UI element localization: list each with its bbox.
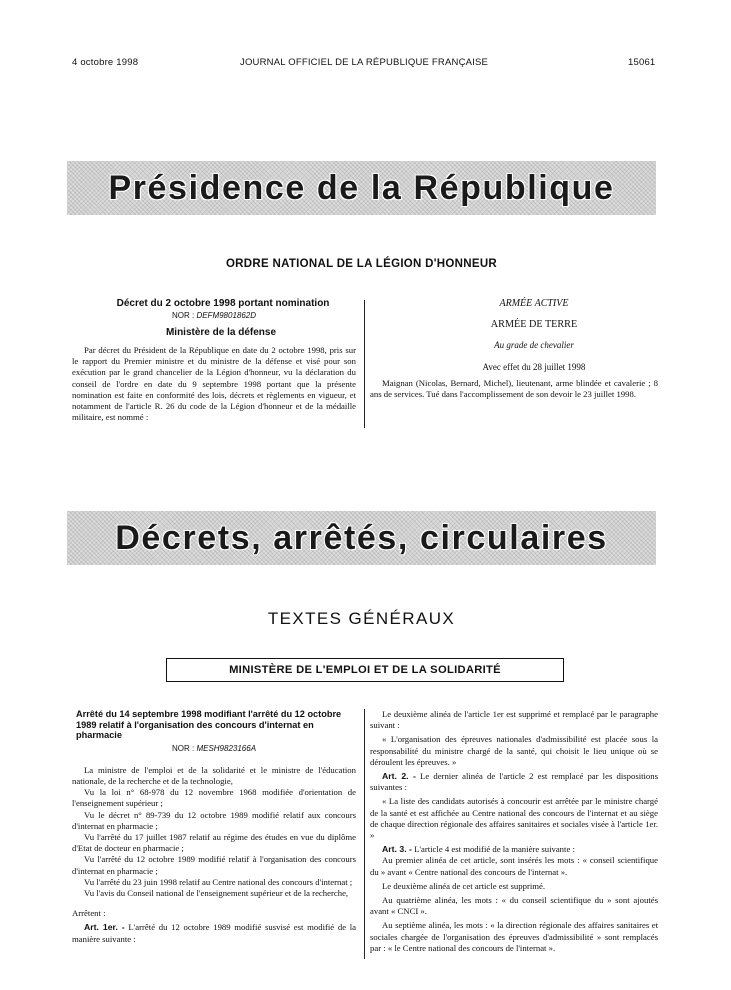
article-2-text: Le dernier alinéa de l'article 2 est remplacé par les dispositions suivantes :	[370, 771, 659, 793]
header-date: 4 octobre 1998	[72, 57, 139, 68]
arrete-nor-code: MESH9823166A	[196, 743, 257, 753]
vu-decret: Vu le décret n° 89-739 du 12 octobre 1989 modifié relatif aux concours d'internat en pharmacie ;	[72, 809, 356, 831]
effet: Avec effet du 28 juillet 1998	[482, 362, 586, 372]
vu-arrete-1987: Vu l'arrêté du 17 juillet 1987 relatif au régime des études en vue du diplôme d'Etat de docteur en pharmacie ;	[72, 832, 356, 854]
vu-avis: Vu l'avis du Conseil national de l'enseignement supérieur et de la recherche,	[84, 888, 349, 899]
armee-terre: ARMÉE DE TERRE	[490, 319, 578, 330]
vu-arrete-1989: Vu l'arrêté du 12 octobre 1989 modifié relatif à l'organisation des concours d'internat en pharmacie ;	[72, 854, 356, 876]
decret-nor-code: DEFM9801862D	[196, 311, 257, 320]
armee-active: ARMÉE ACTIVE	[499, 298, 569, 309]
article-3-para-d: Au septième alinéa, les mots : « la direction régionale des affaires sanitaires et sociales chargée de l'organisation des épreuves d'admissibilité » sont remplacés par : « le Centre national des concours de l'internat ».	[370, 920, 658, 953]
article-1	[72, 922, 356, 944]
banner-presidence-text: Présidence de la République	[108, 168, 615, 207]
article-2	[370, 771, 658, 793]
arrete-right-column	[370, 709, 658, 954]
ministry-box	[166, 658, 564, 682]
column-divider-top	[364, 300, 365, 428]
article-3	[370, 844, 658, 855]
decret-nor	[72, 311, 356, 320]
vu-loi: Vu la loi n° 68-978 du 12 novembre 1968 modifiée d'orientation de l'enseignement supérieur ;	[72, 787, 356, 809]
ordre-title: ORDRE NATIONAL DE LA LÉGION D'HONNEUR	[225, 258, 498, 270]
article-1-text: L'arrêté du 12 octobre 1989 modifié susvisé est modifié de la manière suivante :	[72, 922, 357, 944]
arrete-nor-label: NOR :	[171, 743, 195, 753]
decret-nor-label: NOR :	[171, 311, 195, 320]
decret-left-column	[72, 298, 356, 423]
arrete-left-column	[72, 709, 356, 945]
journal-title: JOURNAL OFFICIEL DE LA RÉPUBLIQUE FRANÇAISE	[240, 57, 489, 68]
article-1-para-b: « L'organisation des épreuves nationales d'admissibilité est placée sous la responsabilité du ministre chargé de la santé, qui choisit le lieu unique où se déroulent les épreuves. »	[370, 734, 658, 767]
decret-title: Décret du 2 octobre 1998 portant nomination	[116, 298, 330, 309]
decret-right-column	[370, 298, 658, 400]
article-3-label: Art. 3. -	[382, 844, 412, 855]
textes-generaux-title: TEXTES GÉNÉRAUX	[267, 609, 456, 628]
vu-arrete-1998: Vu l'arrêté du 23 juin 1998 relatif au Centre national des concours d'internat ;	[84, 876, 353, 887]
page-number: 15061	[628, 57, 656, 68]
article-1-para-a: Le deuxième alinéa de l'article 1er est supprimé et remplacé par le paragraphe suivant :	[370, 709, 658, 731]
arrete-nor	[72, 744, 356, 753]
banner-presidence	[67, 161, 656, 215]
decret-ministry: Ministère de la défense	[165, 327, 277, 338]
arretent: Arrêtent :	[72, 908, 106, 919]
article-2-para: « La liste des candidats autorisés à concourir est arrêtée par le ministre chargé de la santé et est affichée au Centre national des concours de l'internat et au siège de chaque direction régionale des affaires sanitaires et sociales visée à l'article 1er. »	[370, 796, 658, 841]
article-3-para-a: Au premier alinéa de cet article, sont insérés les mots : « conseil scientifique du » avant « Centre national des concours de l'internat ».	[370, 855, 658, 877]
decret-body: Par décret du Président de la République en date du 2 octobre 1998, pris sur le rapport du Premier ministre et du ministre de la défense et visé pour son exécution par le grand chancelier de la Légion d'honneur, vu la déclaration du conseil de l'ordre en date du 9 septembre 1998 portant que la présente nomination est faite en conformité des lois, décrets et règlements en vigueur, et notamment de l'article R. 26 du code de la Légion d'honneur et de la médaille militaire, est nommé :	[72, 345, 356, 423]
article-3-para-c: Au quatrième alinéa, les mots : « du conseil scientifique du » sont ajoutés avant « CNCI ».	[370, 895, 658, 917]
article-3-para-b: Le deuxième alinéa de cet article est supprimé.	[382, 880, 546, 891]
ministry-box-label: MINISTÈRE DE L'EMPLOI ET DE LA SOLIDARITÉ	[229, 664, 501, 676]
arrete-intro: La ministre de l'emploi et de la solidarité et le ministre de l'éducation nationale, de la recherche et de la technologie,	[72, 764, 356, 786]
banner-decrets	[67, 511, 656, 565]
arrete-title: Arrêté du 14 septembre 1998 modifiant l'arrêté du 12 octobre 1989 relatif à l'organisation des concours d'internat en pharmacie	[76, 709, 342, 741]
banner-decrets-text: Décrets, arrêtés, circulaires	[115, 518, 608, 557]
article-3-text: L'article 4 est modifié de la manière suivante :	[414, 844, 575, 855]
nomination-body: Maignan (Nicolas, Bernard, Michel), lieutenant, arme blindée et cavalerie ; 8 ans de services. Tué dans l'accomplissement de son devoir le 23 juillet 1998.	[370, 378, 658, 400]
grade: Au grade de chevalier	[494, 340, 574, 350]
column-divider-bottom	[364, 709, 365, 959]
article-2-label: Art. 2. -	[382, 771, 416, 782]
article-1-label: Art. 1er. -	[84, 922, 125, 933]
